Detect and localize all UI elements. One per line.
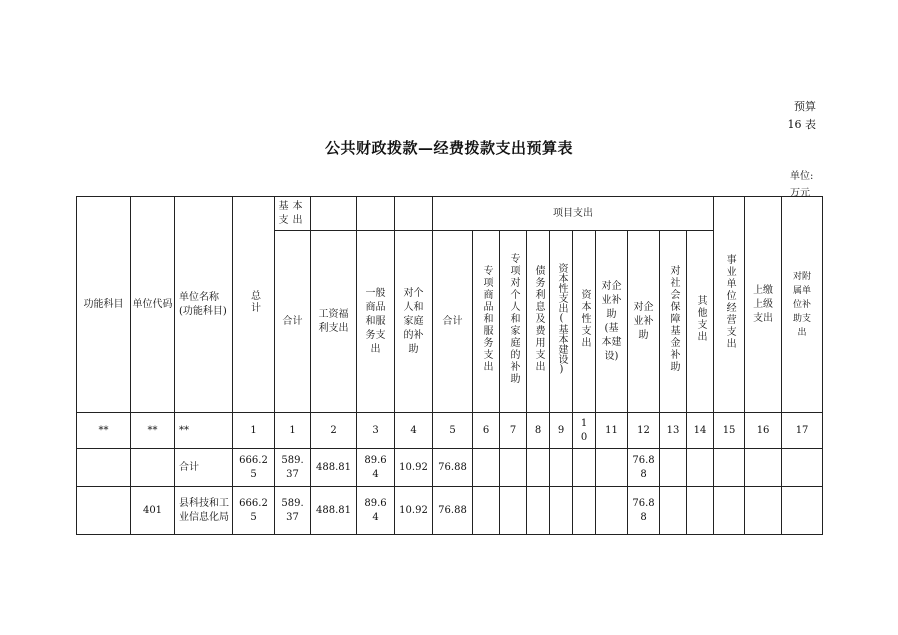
index-cell: **	[77, 413, 131, 449]
cell	[550, 449, 573, 487]
index-cell: 12	[628, 413, 660, 449]
header-special-goods: 专项商品和服务支出	[473, 231, 500, 413]
header-total: 总计	[233, 197, 275, 413]
header-other: 其他支出	[687, 231, 714, 413]
index-cell: 1	[233, 413, 275, 449]
cell: 666.25	[233, 487, 275, 535]
header-individual: 对个人和家庭的补助	[395, 231, 433, 413]
cell	[500, 487, 527, 535]
cell	[500, 449, 527, 487]
header-unit-name: 单位名称 (功能科目)	[175, 197, 233, 413]
cell: 488.81	[311, 449, 357, 487]
index-cell: 13	[660, 413, 687, 449]
header-basic-spacer-2	[357, 197, 395, 231]
cell	[714, 449, 745, 487]
cell: 589.37	[275, 449, 311, 487]
cell: 76.88	[433, 487, 473, 535]
index-cell: 14	[687, 413, 714, 449]
cell	[714, 487, 745, 535]
table-number-line-2: 16 表	[787, 118, 816, 131]
cell	[660, 449, 687, 487]
cell	[550, 487, 573, 535]
cell	[527, 487, 550, 535]
table-row	[77, 487, 823, 535]
header-row-1	[77, 197, 823, 231]
cell	[527, 449, 550, 487]
cell	[687, 487, 714, 535]
header-capital-basic: 资本性支出(基本建设)	[550, 231, 573, 413]
index-cell: 17	[782, 413, 823, 449]
cell: 401	[131, 487, 175, 535]
header-func-subject: 功能科目	[77, 197, 131, 413]
cell: 89.64	[357, 449, 395, 487]
index-cell: 7	[500, 413, 527, 449]
cell	[473, 487, 500, 535]
unit-line-2: 万元	[790, 188, 810, 199]
index-cell: 1	[275, 413, 311, 449]
cell	[77, 449, 131, 487]
header-special-individual: 专项对个人和家庭的补助	[500, 231, 527, 413]
index-cell: 16	[745, 413, 782, 449]
cell: 10.92	[395, 449, 433, 487]
index-cell: 6	[473, 413, 500, 449]
header-unit-code: 单位代码	[131, 197, 175, 413]
cell: 县科技和工业信息化局	[175, 487, 233, 535]
cell: 666.25	[233, 449, 275, 487]
cell	[131, 449, 175, 487]
cell	[687, 449, 714, 487]
header-basic-spacer-1	[311, 197, 357, 231]
cell	[573, 449, 596, 487]
index-cell: 4	[395, 413, 433, 449]
cell	[596, 487, 628, 535]
index-cell: 2	[311, 413, 357, 449]
cell	[745, 487, 782, 535]
cell: 488.81	[311, 487, 357, 535]
header-goods: 一般商品和服务支出	[357, 231, 395, 413]
budget-table	[76, 196, 823, 535]
cell: 76.88	[628, 487, 660, 535]
header-basic-spacer-3	[395, 197, 433, 231]
index-cell: 9	[550, 413, 573, 449]
index-cell: 15	[714, 413, 745, 449]
cell	[745, 449, 782, 487]
table-number-line-1: 预算	[794, 100, 816, 113]
page-title: 公共财政拨款—经费拨款支出预算表	[324, 139, 573, 157]
header-salary: 工资福利支出	[311, 231, 357, 413]
unit-line-1: 单位:	[790, 171, 814, 182]
cell	[782, 449, 823, 487]
cell: 76.88	[433, 449, 473, 487]
table-number-label	[788, 98, 817, 134]
cell	[77, 487, 131, 535]
index-cell: **	[131, 413, 175, 449]
cell: 89.64	[357, 487, 395, 535]
table-row	[77, 449, 823, 487]
index-cell: 11	[596, 413, 628, 449]
index-cell: 8	[527, 413, 550, 449]
cell: 合计	[175, 449, 233, 487]
cell	[573, 487, 596, 535]
cell	[782, 487, 823, 535]
index-cell: 10	[573, 413, 596, 449]
index-cell: 5	[433, 413, 473, 449]
index-row	[77, 413, 823, 449]
index-cell: **	[175, 413, 233, 449]
header-social: 对社会保障基金补助	[660, 231, 687, 413]
header-debt: 债务利息及费用支出	[527, 231, 550, 413]
header-capital: 资本性支出	[573, 231, 596, 413]
cell	[596, 449, 628, 487]
index-cell: 3	[357, 413, 395, 449]
cell	[473, 449, 500, 487]
header-basic: 基本支出	[275, 197, 311, 231]
header-enterprise: 对企业补助	[628, 231, 660, 413]
cell: 589.37	[275, 487, 311, 535]
header-project: 项目支出	[433, 197, 714, 231]
header-enterprise-basic: 对企业补助(基本建设)	[596, 231, 628, 413]
header-basic-sum: 合计	[275, 231, 311, 413]
header-upper: 上缴上级支出	[745, 197, 782, 413]
cell	[660, 487, 687, 535]
cell: 76.88	[628, 449, 660, 487]
cell: 10.92	[395, 487, 433, 535]
header-affiliated: 对附属单位补助支出	[782, 197, 823, 413]
header-business: 事业单位经营支出	[714, 197, 745, 413]
header-project-sum: 合计	[433, 231, 473, 413]
